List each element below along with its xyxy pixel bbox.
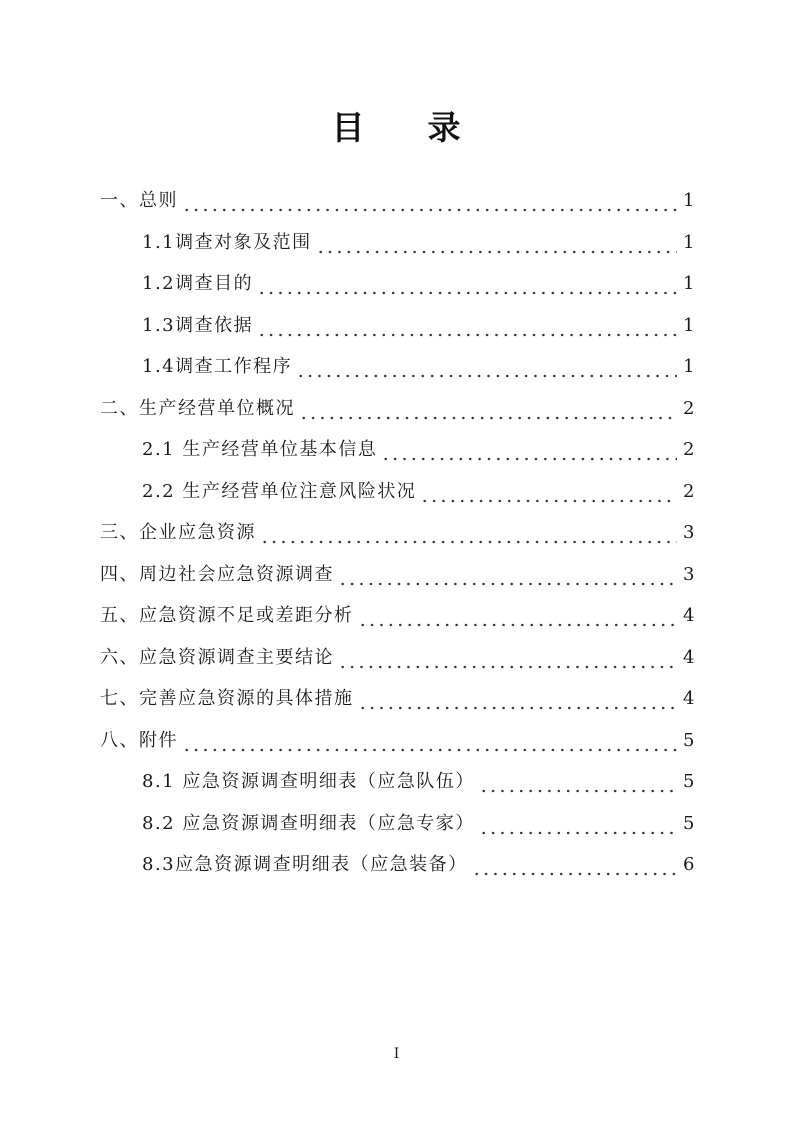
toc-dot-leader <box>338 554 677 596</box>
toc-entry[interactable] <box>100 720 696 762</box>
toc-dot-leader <box>257 263 677 305</box>
toc-entry-page-number: 4 <box>683 688 696 709</box>
toc-entry-page-number: 1 <box>683 273 696 294</box>
toc-entry[interactable] <box>100 180 696 222</box>
toc-entry[interactable] <box>142 305 696 347</box>
toc-entry-page-number: 6 <box>683 854 696 875</box>
toc-dot-leader <box>420 471 677 513</box>
table-of-contents <box>0 180 793 890</box>
toc-entry-page-number: 1 <box>683 356 696 377</box>
toc-entry-page-number: 3 <box>683 563 696 585</box>
toc-entry[interactable] <box>142 222 696 264</box>
toc-entry-title: 1.2调查目的 <box>142 273 254 294</box>
toc-entry[interactable] <box>100 512 696 554</box>
toc-dot-leader <box>472 844 677 886</box>
toc-entry-page-number: 1 <box>683 314 696 336</box>
toc-entry[interactable] <box>142 761 696 803</box>
toc-entry-title: 八、附件 <box>100 729 178 751</box>
toc-title <box>0 104 793 152</box>
toc-title-char-2: 录 <box>427 108 462 148</box>
toc-title-char-1: 目 <box>331 108 366 148</box>
toc-entry-title: 三、企业应急资源 <box>100 522 256 543</box>
toc-dot-leader <box>479 803 677 845</box>
toc-entry-title: 8.3应急资源调查明细表（应急装备） <box>142 854 468 875</box>
page-footer-number: I <box>393 1046 400 1062</box>
toc-entry[interactable] <box>100 554 696 596</box>
toc-entry-page-number: 3 <box>683 522 696 543</box>
toc-entry-title: 1.4调查工作程序 <box>142 356 293 377</box>
toc-entry-title: 1.3调查依据 <box>142 314 254 336</box>
toc-entry[interactable] <box>142 263 696 305</box>
toc-entry-page-number: 5 <box>683 729 696 751</box>
toc-entry-page-number: 4 <box>683 646 696 668</box>
toc-entry[interactable] <box>142 844 696 886</box>
toc-entry-page-number: 1 <box>683 231 696 253</box>
toc-entry-title: 五、应急资源不足或差距分析 <box>100 605 354 626</box>
toc-entry-page-number: 2 <box>683 397 696 419</box>
toc-dot-leader <box>299 388 677 430</box>
toc-entry-page-number: 1 <box>683 190 696 211</box>
toc-dot-leader <box>358 678 678 720</box>
toc-entry-page-number: 2 <box>683 480 696 502</box>
toc-entry-title: 六、应急资源调查主要结论 <box>100 646 334 668</box>
toc-entry-title: 七、完善应急资源的具体措施 <box>100 688 354 709</box>
toc-entry-page-number: 5 <box>683 771 696 792</box>
toc-entry-title: 8.1 应急资源调查明细表（应急队伍） <box>142 771 475 792</box>
toc-entry-page-number: 4 <box>683 605 696 626</box>
toc-entry-title: 1.1调查对象及范围 <box>142 231 312 253</box>
toc-entry-title: 2.2 生产经营单位注意风险状况 <box>142 480 417 502</box>
toc-entry[interactable] <box>100 388 696 430</box>
toc-entry[interactable] <box>142 471 696 513</box>
toc-entry-title: 四、周边社会应急资源调查 <box>100 563 334 585</box>
toc-dot-leader <box>257 305 677 347</box>
toc-entry-title: 二、生产经营单位概况 <box>100 397 295 419</box>
toc-dot-leader <box>316 222 677 264</box>
toc-entry[interactable] <box>142 346 696 388</box>
toc-dot-leader <box>358 595 678 637</box>
toc-dot-leader <box>479 761 677 803</box>
toc-entry-page-number: 5 <box>683 812 696 834</box>
toc-dot-leader <box>182 720 677 762</box>
toc-entry[interactable] <box>100 678 696 720</box>
toc-entry-page-number: 2 <box>683 439 696 460</box>
toc-entry[interactable] <box>142 429 696 471</box>
toc-dot-leader <box>182 180 677 222</box>
toc-entry-title: 一、总则 <box>100 190 178 211</box>
toc-dot-leader <box>260 512 677 554</box>
toc-entry-title: 8.2 应急资源调查明细表（应急专家） <box>142 812 475 834</box>
toc-dot-leader <box>296 346 677 388</box>
toc-entry-title: 2.1 生产经营单位基本信息 <box>142 439 378 460</box>
toc-dot-leader <box>381 429 677 471</box>
toc-dot-leader <box>338 637 677 679</box>
toc-entry[interactable] <box>142 803 696 845</box>
toc-entry[interactable] <box>100 595 696 637</box>
toc-entry[interactable] <box>100 637 696 679</box>
